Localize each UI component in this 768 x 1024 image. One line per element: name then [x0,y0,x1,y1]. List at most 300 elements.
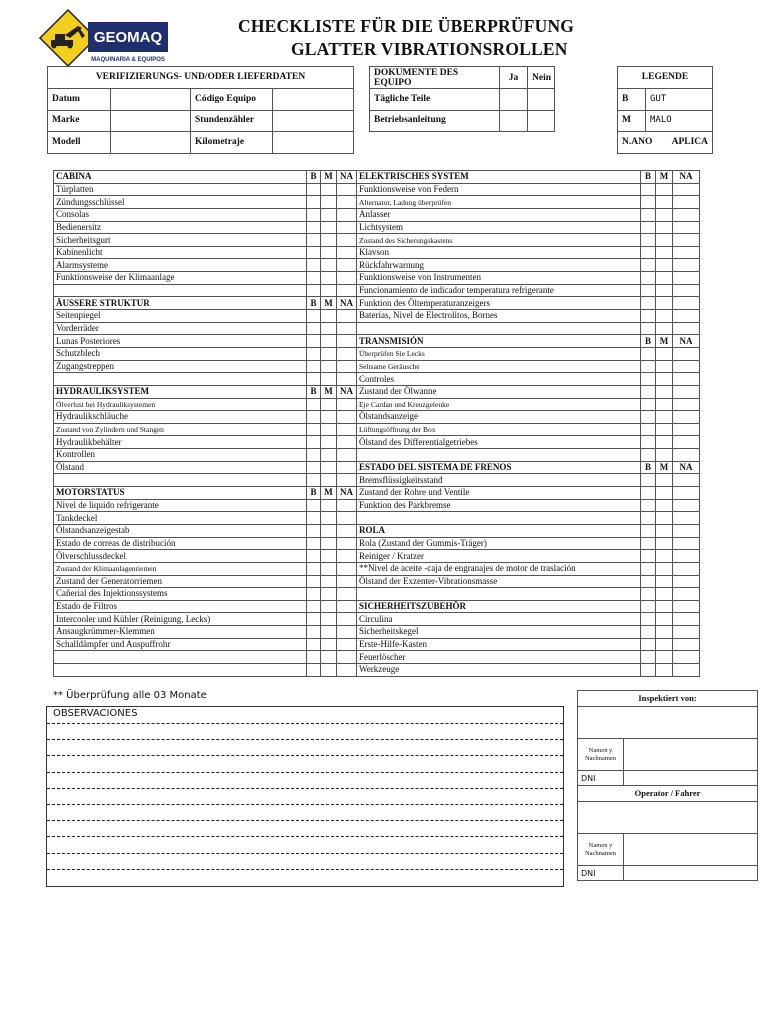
rating-checkbox-m[interactable] [656,284,673,297]
rating-checkbox-na[interactable] [673,246,700,259]
doc-check-nein[interactable] [528,110,555,132]
field-stundenzaehler[interactable] [273,110,354,132]
rating-checkbox-m[interactable] [321,347,337,360]
rating-checkbox-b[interactable] [641,663,656,676]
rating-checkbox-b[interactable] [307,436,321,449]
footnote: ** Überprüfung alle 03 Monate [53,690,207,701]
rating-checkbox-na[interactable] [673,512,700,525]
rating-checkbox-na[interactable] [337,461,357,474]
rating-checkbox-m[interactable] [321,310,337,323]
rating-header-na: NA [337,385,357,398]
rating-checkbox-b[interactable] [641,550,656,563]
logo-subtitle: MAQUINARIA & EQUIPOS [91,57,165,63]
table-row [54,588,700,601]
rating-checkbox-b[interactable] [641,423,656,436]
rating-checkbox-b[interactable] [641,284,656,297]
rating-checkbox-na[interactable] [337,373,357,386]
rating-checkbox-b[interactable] [641,449,656,462]
rating-checkbox-b[interactable] [641,246,656,259]
rating-checkbox-b[interactable] [307,537,321,550]
rating-checkbox-m[interactable] [321,259,337,272]
rating-checkbox-b[interactable] [641,626,656,639]
rating-checkbox-m[interactable] [321,423,337,436]
rating-checkbox-m[interactable] [656,449,673,462]
rating-header-m: M [656,171,673,184]
rating-checkbox-m[interactable] [321,335,337,348]
rating-checkbox-na[interactable] [337,588,357,601]
rating-checkbox-m[interactable] [321,588,337,601]
rating-checkbox-na[interactable] [337,360,357,373]
rating-checkbox-na[interactable] [673,613,700,626]
rating-checkbox-b[interactable] [641,221,656,234]
checklist-item: Feuerlöscher [357,651,641,664]
rating-checkbox-na[interactable] [337,663,357,676]
checklist-item: Cañerial des Injektionssystems [54,588,307,601]
rating-checkbox-na[interactable] [337,423,357,436]
rating-checkbox-m[interactable] [656,512,673,525]
rating-checkbox-b[interactable] [307,588,321,601]
rating-checkbox-m[interactable] [321,562,337,575]
rating-checkbox-m[interactable] [656,208,673,221]
rating-checkbox-m[interactable] [656,259,673,272]
inspector-signature-field[interactable] [578,707,758,739]
rating-checkbox-na[interactable] [673,436,700,449]
rating-checkbox-na[interactable] [337,537,357,550]
rating-checkbox-m[interactable] [656,663,673,676]
rating-checkbox-m[interactable] [321,208,337,221]
doc-check-nein[interactable] [528,89,555,111]
legend-table [617,66,713,154]
rating-checkbox-b[interactable] [641,474,656,487]
rating-checkbox-m[interactable] [321,613,337,626]
rating-checkbox-na[interactable] [673,234,700,247]
rating-checkbox-b[interactable] [307,449,321,462]
rating-checkbox-b[interactable] [641,347,656,360]
table-row [54,550,700,563]
table-row [54,663,700,676]
rating-header-b: B [307,171,321,184]
rating-checkbox-b[interactable] [641,259,656,272]
rating-checkbox-na[interactable] [337,524,357,537]
table-row [54,562,700,575]
rating-checkbox-b[interactable] [641,272,656,285]
rating-checkbox-na[interactable] [673,626,700,639]
rating-checkbox-b[interactable] [641,537,656,550]
rating-checkbox-na[interactable] [673,183,700,196]
table-row [54,347,700,360]
observation-line [47,739,563,740]
rating-checkbox-b[interactable] [307,423,321,436]
rating-checkbox-m[interactable] [321,284,337,297]
rating-checkbox-na[interactable] [337,474,357,487]
rating-checkbox-m[interactable] [321,651,337,664]
rating-checkbox-na[interactable] [337,272,357,285]
checklist-item: Zugangstreppen [54,360,307,373]
rating-checkbox-m[interactable] [656,524,673,537]
rating-checkbox-b[interactable] [641,512,656,525]
rating-checkbox-na[interactable] [337,322,357,335]
documents-table [369,66,555,132]
rating-checkbox-b[interactable] [641,196,656,209]
rating-checkbox-b[interactable] [641,297,656,310]
rating-checkbox-na[interactable] [673,259,700,272]
rating-checkbox-na[interactable] [337,398,357,411]
rating-checkbox-m[interactable] [321,499,337,512]
rating-checkbox-na[interactable] [337,436,357,449]
rating-checkbox-b[interactable] [307,221,321,234]
rating-checkbox-m[interactable] [321,196,337,209]
rating-checkbox-m[interactable] [656,651,673,664]
rating-checkbox-b[interactable] [307,360,321,373]
rating-checkbox-m[interactable] [321,449,337,462]
rating-checkbox-b[interactable] [307,575,321,588]
rating-checkbox-na[interactable] [337,600,357,613]
rating-checkbox-b[interactable] [307,234,321,247]
rating-checkbox-m[interactable] [321,537,337,550]
rating-checkbox-na[interactable] [337,512,357,525]
checklist-item: Bedienersitz [54,221,307,234]
rating-checkbox-m[interactable] [321,221,337,234]
rating-checkbox-na[interactable] [673,449,700,462]
rating-checkbox-b[interactable] [307,335,321,348]
checklist-item: Seltsame Geräusche [357,360,641,373]
checklist-item: Ölstand [54,461,307,474]
table-row [54,221,700,234]
rating-checkbox-m[interactable] [321,600,337,613]
rating-checkbox-b[interactable] [307,284,321,297]
rating-checkbox-b[interactable] [307,512,321,525]
field-marke[interactable] [111,110,191,132]
rating-checkbox-m[interactable] [321,550,337,563]
rating-checkbox-m[interactable] [656,385,673,398]
rating-checkbox-na[interactable] [673,297,700,310]
rating-checkbox-b[interactable] [641,562,656,575]
rating-checkbox-b[interactable] [307,183,321,196]
rating-checkbox-na[interactable] [673,385,700,398]
rating-checkbox-b[interactable] [641,487,656,500]
table-row [54,196,700,209]
rating-checkbox-na[interactable] [673,272,700,285]
rating-checkbox-na[interactable] [673,310,700,323]
field-datum[interactable] [111,89,191,111]
verification-table [47,66,354,154]
rating-checkbox-na[interactable] [673,322,700,335]
rating-checkbox-na[interactable] [673,575,700,588]
rating-checkbox-b[interactable] [641,499,656,512]
rating-checkbox-na[interactable] [337,651,357,664]
rating-checkbox-b[interactable] [307,499,321,512]
rating-checkbox-na[interactable] [337,183,357,196]
rating-checkbox-m[interactable] [656,537,673,550]
rating-checkbox-na[interactable] [673,284,700,297]
rating-checkbox-b[interactable] [307,461,321,474]
checklist-item: Alternator, Ladung überprüfen [357,196,641,209]
rating-checkbox-b[interactable] [307,373,321,386]
rating-checkbox-b[interactable] [307,663,321,676]
rating-checkbox-m[interactable] [656,613,673,626]
table-row [54,512,700,525]
rating-checkbox-m[interactable] [321,360,337,373]
rating-checkbox-b[interactable] [641,310,656,323]
rating-checkbox-m[interactable] [321,246,337,259]
field-codigo-equipo[interactable] [273,89,354,111]
rating-checkbox-na[interactable] [673,588,700,601]
field-kilometraje[interactable] [273,132,354,154]
rating-checkbox-na[interactable] [673,600,700,613]
checklist-item: Alarmsysteme [54,259,307,272]
rating-checkbox-m[interactable] [321,272,337,285]
rating-checkbox-b[interactable] [307,322,321,335]
doc-taegliche-teile: Tägliche Teile [370,89,500,111]
rating-checkbox-na[interactable] [673,360,700,373]
rating-checkbox-m[interactable] [656,272,673,285]
rating-checkbox-na[interactable] [673,487,700,500]
rating-checkbox-m[interactable] [656,234,673,247]
rating-header-m: M [656,461,673,474]
rating-checkbox-b[interactable] [641,651,656,664]
rating-checkbox-m[interactable] [321,638,337,651]
rating-checkbox-b[interactable] [641,524,656,537]
rating-checkbox-m[interactable] [321,663,337,676]
rating-checkbox-b[interactable] [307,398,321,411]
rating-checkbox-b[interactable] [307,246,321,259]
rating-checkbox-na[interactable] [673,562,700,575]
rating-checkbox-na[interactable] [673,208,700,221]
rating-checkbox-m[interactable] [656,360,673,373]
rating-checkbox-m[interactable] [656,588,673,601]
rating-checkbox-m[interactable] [321,512,337,525]
rating-checkbox-m[interactable] [321,234,337,247]
rating-checkbox-b[interactable] [307,600,321,613]
table-row [54,524,700,537]
checklist-item [357,512,641,525]
rating-checkbox-b[interactable] [307,613,321,626]
inspector-dni-field[interactable] [624,771,758,786]
rating-checkbox-na[interactable] [337,347,357,360]
rating-checkbox-na[interactable] [337,196,357,209]
rating-checkbox-na[interactable] [337,259,357,272]
legend-value-gut: GUT [646,89,713,111]
checklist-item: Rola (Zustand der Gummis-Träger) [357,537,641,550]
operator-dni-field[interactable] [624,866,758,881]
doc-betriebsanleitung: Betriebsanleitung [370,110,500,132]
field-modell[interactable] [111,132,191,154]
rating-checkbox-na[interactable] [337,449,357,462]
rating-checkbox-m[interactable] [656,310,673,323]
rating-checkbox-m[interactable] [321,461,337,474]
rating-checkbox-na[interactable] [673,651,700,664]
rating-checkbox-m[interactable] [656,183,673,196]
doc-check-ja[interactable] [500,110,528,132]
rating-checkbox-m[interactable] [656,562,673,575]
checklist-item: Sicherheitsgurt [54,234,307,247]
rating-checkbox-na[interactable] [337,550,357,563]
rating-checkbox-na[interactable] [337,221,357,234]
table-row [54,272,700,285]
rating-checkbox-na[interactable] [337,411,357,424]
checklist-item: Ansaugkrümmer-Klemmen [54,626,307,639]
rating-checkbox-m[interactable] [656,398,673,411]
rating-checkbox-m[interactable] [656,474,673,487]
rating-checkbox-na[interactable] [673,550,700,563]
rating-checkbox-na[interactable] [337,284,357,297]
observation-line [47,772,563,773]
rating-checkbox-m[interactable] [656,373,673,386]
rating-checkbox-m[interactable] [656,550,673,563]
rating-checkbox-m[interactable] [656,221,673,234]
rating-checkbox-na[interactable] [673,537,700,550]
rating-checkbox-b[interactable] [307,208,321,221]
rating-checkbox-b[interactable] [641,373,656,386]
rating-checkbox-na[interactable] [673,373,700,386]
rating-checkbox-m[interactable] [321,322,337,335]
rating-checkbox-b[interactable] [307,651,321,664]
table-row [54,335,700,348]
table-row [54,322,700,335]
rating-checkbox-na[interactable] [673,499,700,512]
rating-checkbox-m[interactable] [656,423,673,436]
section-header: SICHERHEITSZUBEHÖR [357,600,641,613]
rating-checkbox-b[interactable] [641,385,656,398]
checklist-item: Kontrollen [54,449,307,462]
rating-checkbox-na[interactable] [337,626,357,639]
checklist-item: Ölverschlussdeckel [54,550,307,563]
rating-checkbox-b[interactable] [307,411,321,424]
rating-checkbox-b[interactable] [641,322,656,335]
table-row [54,436,700,449]
rating-checkbox-na[interactable] [337,499,357,512]
rating-checkbox-b[interactable] [641,638,656,651]
checklist-item: Seitenpiegel [54,310,307,323]
table-row [54,487,700,500]
checklist-item: Lunas Posteriores [54,335,307,348]
rating-checkbox-b[interactable] [641,398,656,411]
rating-header-b: B [307,297,321,310]
rating-checkbox-b[interactable] [641,613,656,626]
rating-checkbox-b[interactable] [641,183,656,196]
checklist-item: Funktion des Öltemperaturanzeigers [357,297,641,310]
rating-checkbox-na[interactable] [337,638,357,651]
rating-checkbox-na[interactable] [673,411,700,424]
rating-checkbox-m[interactable] [321,373,337,386]
rating-checkbox-m[interactable] [656,638,673,651]
rating-checkbox-m[interactable] [656,487,673,500]
checklist-item: Funktionsweise von Federn [357,183,641,196]
documents-title: DOKUMENTE DES EQUIPO [370,67,500,89]
rating-checkbox-m[interactable] [656,347,673,360]
documents-nein: Nein [528,67,555,89]
table-row [54,449,700,462]
table-row [54,423,700,436]
rating-checkbox-m[interactable] [321,183,337,196]
inspector-dni-label: DNI [578,771,624,786]
rating-checkbox-na[interactable] [337,575,357,588]
inspector-table [577,690,758,881]
rating-checkbox-m[interactable] [656,322,673,335]
rating-checkbox-b[interactable] [641,575,656,588]
rating-checkbox-b[interactable] [307,626,321,639]
rating-checkbox-b[interactable] [641,588,656,601]
table-row [54,297,700,310]
rating-checkbox-m[interactable] [656,600,673,613]
rating-checkbox-m[interactable] [321,474,337,487]
rating-checkbox-na[interactable] [673,638,700,651]
observations-box[interactable] [46,706,564,887]
checklist-item: Überprüfen Sie Lecks [357,347,641,360]
rating-checkbox-b[interactable] [307,259,321,272]
rating-checkbox-na[interactable] [673,398,700,411]
rating-checkbox-b[interactable] [641,234,656,247]
rating-checkbox-b[interactable] [641,436,656,449]
rating-checkbox-m[interactable] [321,411,337,424]
rating-checkbox-m[interactable] [656,626,673,639]
rating-checkbox-m[interactable] [656,411,673,424]
observation-line [47,836,563,837]
rating-checkbox-m[interactable] [321,575,337,588]
rating-checkbox-na[interactable] [337,310,357,323]
rating-checkbox-m[interactable] [656,575,673,588]
rating-checkbox-m[interactable] [656,246,673,259]
table-row [54,613,700,626]
rating-checkbox-b[interactable] [307,272,321,285]
rating-checkbox-m[interactable] [321,524,337,537]
rating-checkbox-b[interactable] [307,638,321,651]
rating-checkbox-b[interactable] [307,562,321,575]
rating-checkbox-m[interactable] [321,436,337,449]
operator-name-field[interactable] [624,834,758,866]
checklist-item: Werkzeuge [357,663,641,676]
rating-checkbox-b[interactable] [307,347,321,360]
rating-checkbox-na[interactable] [673,663,700,676]
checklist-item: Schalldämpfer und Auspuffrohr [54,638,307,651]
rating-checkbox-b[interactable] [641,208,656,221]
rating-checkbox-na[interactable] [337,234,357,247]
rating-checkbox-m[interactable] [656,196,673,209]
inspector-name-field[interactable] [624,739,758,771]
rating-checkbox-m[interactable] [656,499,673,512]
rating-checkbox-b[interactable] [307,474,321,487]
rating-checkbox-na[interactable] [673,221,700,234]
rating-checkbox-b[interactable] [307,550,321,563]
rating-checkbox-b[interactable] [641,360,656,373]
rating-checkbox-m[interactable] [656,436,673,449]
rating-checkbox-m[interactable] [656,297,673,310]
operator-signature-field[interactable] [578,802,758,834]
rating-checkbox-na[interactable] [337,208,357,221]
rating-checkbox-b[interactable] [641,600,656,613]
checklist-item [54,474,307,487]
rating-checkbox-na[interactable] [337,562,357,575]
checklist-item: Funktionsweise von Instrumenten [357,272,641,285]
doc-check-ja[interactable] [500,89,528,111]
rating-checkbox-na[interactable] [337,246,357,259]
table-row [54,246,700,259]
rating-header-m: M [656,335,673,348]
rating-checkbox-na[interactable] [673,347,700,360]
rating-checkbox-b[interactable] [307,310,321,323]
rating-checkbox-m[interactable] [321,626,337,639]
rating-checkbox-na[interactable] [673,524,700,537]
rating-checkbox-na[interactable] [337,335,357,348]
rating-checkbox-b[interactable] [307,196,321,209]
rating-checkbox-b[interactable] [307,524,321,537]
rating-checkbox-na[interactable] [673,423,700,436]
rating-checkbox-m[interactable] [321,398,337,411]
rating-checkbox-na[interactable] [673,474,700,487]
rating-checkbox-na[interactable] [673,196,700,209]
rating-checkbox-na[interactable] [337,613,357,626]
rating-checkbox-b[interactable] [641,411,656,424]
